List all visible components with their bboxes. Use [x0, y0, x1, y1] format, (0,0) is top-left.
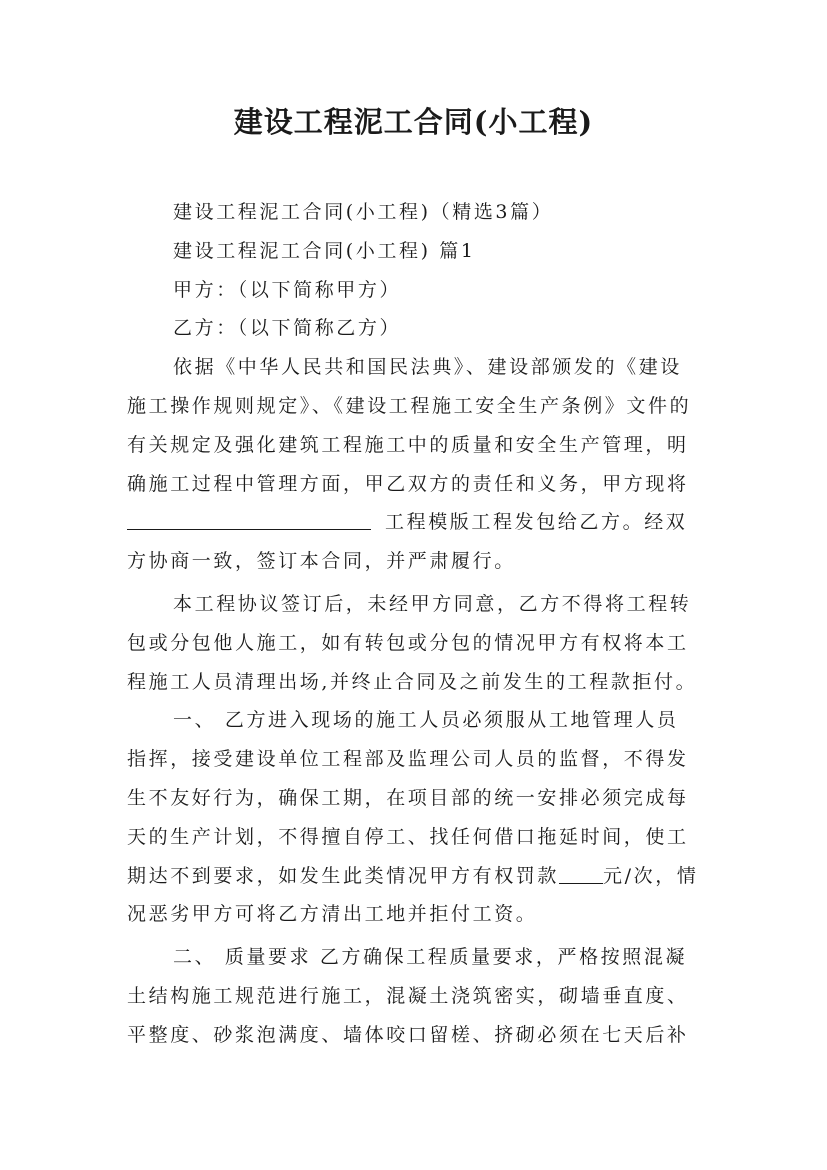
document-body — [127, 193, 705, 1055]
part-heading: 建设工程泥工合同(小工程) 篇1 — [173, 239, 476, 262]
clause-line: 生不友好行为，确保工期，在项目部的统一安排必须完成每 — [127, 786, 689, 809]
paragraph-line-with-blank — [127, 503, 705, 542]
paragraph-basis — [127, 348, 705, 581]
fill-in-blank-project — [127, 507, 371, 530]
paragraph-line: 本工程协议签订后，未经甲方同意，乙方不得将工程转 — [173, 592, 692, 615]
clause-one — [127, 701, 705, 934]
paragraph-line: 依据《中华人民共和国民法典》、建设部颁发的《建设 — [173, 356, 682, 379]
paragraph-text: 工程模版工程发包给乙方。经双 — [385, 511, 688, 534]
paragraph-line: 包或分包他人施工，如有转包或分包的情况甲方有权将本工 — [127, 631, 689, 654]
document-subtitle: 建设工程泥工合同(小工程)（精选3篇） — [173, 201, 554, 223]
party-b-line: 乙方：（以下简称乙方） — [173, 317, 402, 340]
clause-line: 一、 乙方进入现场的施工人员必须服从工地管理人员 — [173, 709, 679, 732]
paragraph-subcontract — [127, 585, 705, 701]
clause-line: 土结构施工规范进行施工，混凝土浇筑密实，砌墙垂直度、 — [127, 984, 689, 1007]
clause-line-with-blank — [127, 857, 705, 896]
party-a-line: 甲方：（以下简称甲方） — [173, 278, 402, 301]
paragraph-line: 有关规定及强化建筑工程施工中的质量和安全生产管理，明 — [127, 433, 689, 456]
clause-two — [127, 938, 705, 1054]
paragraph-line: 施工操作规则规定》、《建设工程施工安全生产条例》文件的 — [127, 394, 692, 417]
clause-line: 况恶劣甲方可将乙方清出工地并拒付工资。 — [127, 903, 538, 926]
document-title: 建设工程泥工合同(小工程) — [233, 105, 594, 139]
clause-line: 平整度、砂浆泡满度、墙体咬口留槎、挤砌必须在七天后补 — [127, 1023, 689, 1046]
paragraph-line: 方协商一致，签订本合同，并严肃履行。 — [127, 550, 516, 573]
clause-line: 天的生产计划，不得擅自停工、找任何借口拖延时间，使工 — [127, 825, 689, 848]
paragraph-line: 程施工人员清理出场,并终止合同及之前发生的工程款拒付。 — [127, 670, 698, 693]
clause-text: 期达不到要求，如发生此类情况甲方有权罚款 — [127, 864, 560, 887]
clause-line: 二、 质量要求 乙方确保工程质量要求，严格按照混凝 — [173, 946, 688, 969]
paragraph-line: 确施工过程中管理方面，甲乙双方的责任和义务，甲方现将 — [127, 472, 689, 495]
clause-text: 元/次，情 — [603, 864, 699, 887]
fill-in-blank-fine — [559, 861, 603, 884]
clause-line: 指挥，接受建设单位工程部及监理公司人员的监督，不得发 — [127, 748, 689, 771]
